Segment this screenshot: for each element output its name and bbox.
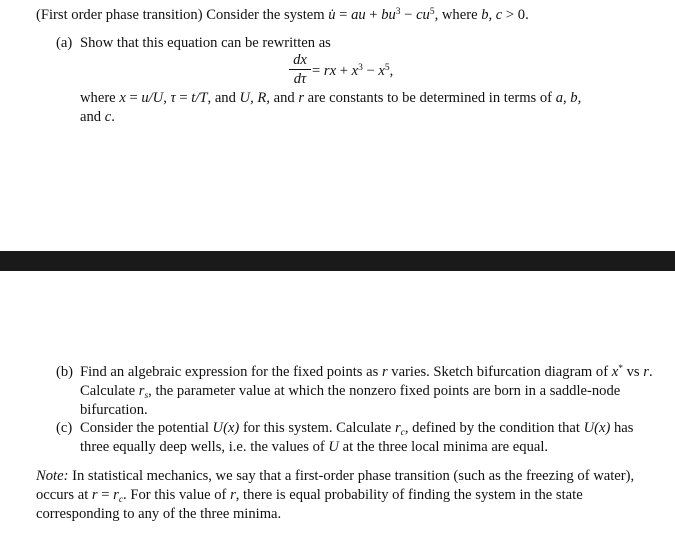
- var-u: u: [422, 7, 430, 23]
- exponent: 5: [384, 63, 390, 73]
- part-b-text: , the parameter value at which the nonzero fixed points are born in a saddle-node bifurcation.: [80, 383, 621, 418]
- part-c: [56, 419, 656, 457]
- var-r-c: r: [113, 487, 119, 503]
- fraction-bar: [289, 69, 311, 70]
- var-b: b: [381, 7, 389, 23]
- intro-text: , where: [434, 7, 482, 23]
- part-a-heading: [56, 34, 331, 53]
- var-u: u: [388, 7, 396, 23]
- minus-sign: −: [400, 7, 417, 23]
- part-b-label: (b): [56, 364, 74, 380]
- part-c-label: (c): [56, 420, 73, 436]
- var-r: r: [643, 364, 649, 380]
- exponent: 3: [358, 63, 363, 73]
- condition-text: > 0.: [502, 7, 529, 23]
- var-r: r: [323, 63, 330, 79]
- exponent: 5: [429, 7, 435, 17]
- part-c-text: for this system. Calculate: [239, 420, 395, 436]
- vars-a-b: a, b,: [555, 90, 582, 106]
- var-c: c: [416, 7, 423, 23]
- problem-intro: [36, 6, 529, 25]
- var-u: u: [358, 7, 366, 23]
- expr-U-of-x: U(x): [583, 420, 611, 436]
- var-bc: b, c: [481, 7, 503, 23]
- var-c: c: [104, 109, 112, 125]
- var-a: a: [351, 7, 359, 23]
- var-x: x: [378, 63, 385, 79]
- and-text: and: [80, 109, 105, 125]
- constants-U-R: U, R,: [239, 90, 270, 106]
- expr-u-over-U: u/U: [141, 90, 164, 106]
- note-text: . For this value of: [123, 487, 231, 503]
- part-c-text: , defined by the condition that: [404, 420, 584, 436]
- var-x: x: [329, 63, 337, 79]
- equation-rhs: [312, 62, 393, 81]
- minus-sign: −: [362, 63, 379, 79]
- eq-sign: =: [312, 63, 324, 79]
- note-label: Note:: [36, 468, 69, 484]
- var-U: U: [328, 439, 339, 455]
- var-tau: τ: [170, 90, 176, 106]
- where-text: where: [80, 90, 120, 106]
- separator: ,: [163, 90, 171, 106]
- note-text: , there is equal probability of finding the system in the state corresponding to any of the three minima.: [36, 487, 583, 522]
- var-x: x: [351, 63, 359, 79]
- fraction-numerator: dx: [293, 52, 307, 68]
- subscript-s: s: [144, 391, 149, 401]
- eq-sign: =: [335, 7, 352, 23]
- var-r: r: [91, 487, 98, 503]
- star-superscript: *: [618, 364, 623, 374]
- var-x: x: [611, 364, 619, 380]
- note-text: In statistical mechanics, we say that a first-order phase transition (such as the freezing of water), occurs at: [36, 468, 635, 503]
- comma: ,: [389, 63, 394, 79]
- and-text: , and: [207, 90, 240, 106]
- expr-t-over-T: t/T: [191, 90, 208, 106]
- var-r: r: [230, 487, 236, 503]
- eq-sign: =: [97, 487, 114, 503]
- page-divider-band: [0, 251, 675, 271]
- and-text: and: [269, 90, 299, 106]
- eq-sign: =: [175, 90, 192, 106]
- part-a-where-line-2: [80, 108, 115, 127]
- part-b-text: varies. Sketch bifurcation diagram of: [387, 364, 612, 380]
- var-r: r: [298, 90, 305, 106]
- part-a-label: (a): [56, 35, 73, 51]
- var-r: r: [381, 364, 388, 380]
- plus-sign: +: [365, 7, 382, 23]
- where-text: are constants to be determined in terms of: [304, 90, 556, 106]
- part-a-where-line: [80, 89, 581, 108]
- part-a-text: Show that this equation can be rewritten as: [80, 35, 331, 51]
- var-x: x: [119, 90, 126, 106]
- subscript-c: c: [118, 495, 124, 505]
- var-r-c: r: [394, 420, 401, 436]
- part-b-text: . Calculate: [80, 364, 653, 399]
- plus-sign: +: [336, 63, 352, 79]
- fraction-denominator: dτ: [293, 71, 307, 87]
- intro-text: (First order phase transition) Consider the system: [36, 7, 329, 23]
- expr-U-of-x: U(x): [212, 420, 240, 436]
- derivative-fraction: [289, 52, 311, 87]
- part-b: [56, 363, 656, 420]
- part-b-text: Find an algebraic expression for the fixed points as: [80, 364, 382, 380]
- note-paragraph: [36, 467, 636, 524]
- part-c-text: Consider the potential: [80, 420, 213, 436]
- part-c-text: at the three local minima are equal.: [338, 439, 549, 455]
- var-u-dot: u̇: [328, 7, 336, 23]
- period: .: [111, 109, 115, 125]
- eq-sign: =: [125, 90, 142, 106]
- var-r-s: r: [138, 383, 145, 399]
- part-b-text: vs: [622, 364, 644, 380]
- subscript-c: c: [400, 428, 405, 438]
- part-c-text: has three equally deep wells, i.e. the values of: [80, 420, 634, 455]
- exponent: 3: [395, 7, 401, 17]
